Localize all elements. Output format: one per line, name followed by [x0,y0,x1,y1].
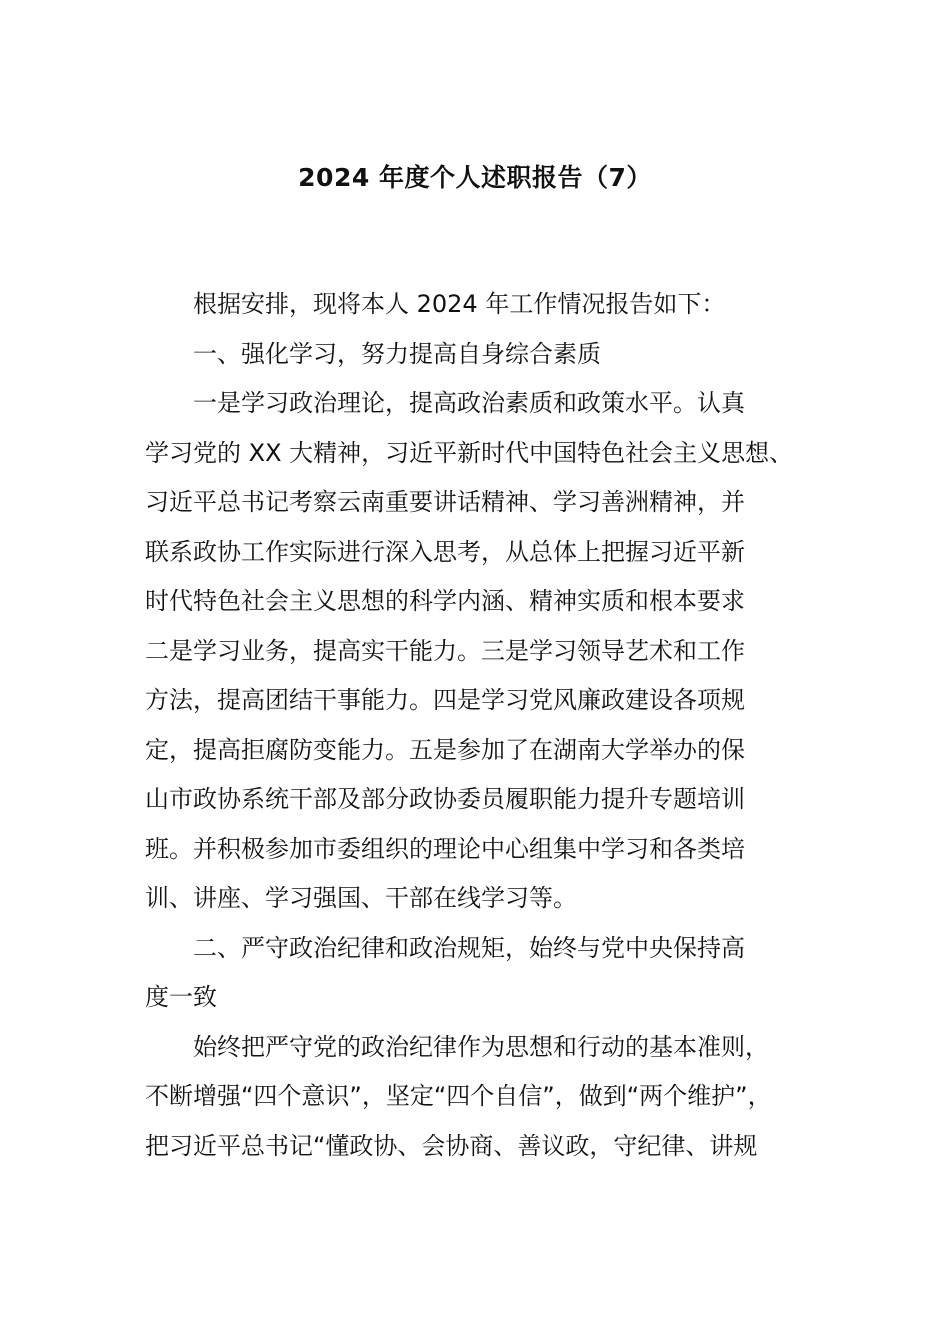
document-body [145,280,835,1171]
paragraph-line: 二是学习业务，提高实干能力。三是学习领导艺术和工作 [145,636,745,665]
paragraph-intro: 根据安排，现将本人 2024 年工作情况报告如下： [193,290,726,318]
section-heading-1: 一、强化学习，努力提高自身综合素质 [193,339,601,368]
document-title: 2024 年度个人述职报告（7） [298,163,652,192]
paragraph-line: 习近平总书记考察云南重要讲话精神、学习善洲精神，并 [145,488,745,516]
section-heading-2: 二、严守政治纪律和政治规矩，始终与党中央保持高 [193,933,745,962]
paragraph-line: 联系政协工作实际进行深入思考，从总体上把握习近平新 [145,537,745,566]
paragraph-line: 学习党的 XX 大精神，习近平新时代中国特色社会主义思想、 [145,438,794,467]
paragraph-line: 山市政协系统干部及部分政协委员履职能力提升专题培训 [145,785,745,813]
paragraph-line: 定，提高拒腐防变能力。五是参加了在湖南大学举办的保 [145,735,745,764]
paragraph-line: 一是学习政治理论，提高政治素质和政策水平。认真 [193,389,745,417]
paragraph-line: 班。并积极参加市委组织的理论中心组集中学习和各类培 [145,834,745,863]
paragraph-line: 方法，提高团结干事能力。四是学习党风廉政建设各项规 [145,686,745,714]
paragraph-line: 不断增强“四个意识”，坚定“四个自信”，做到“两个维护”， [145,1082,772,1110]
paragraph-line: 训、讲座、学习强国、干部在线学习等。 [145,884,577,912]
section-heading-2-cont: 度一致 [145,983,217,1011]
paragraph-line: 时代特色社会主义思想的科学内涵、精神实质和根本要求 [145,587,745,615]
paragraph-line: 把习近平总书记“懂政协、会协商、善议政，守纪律、讲规 [145,1131,758,1160]
paragraph-line: 始终把严守党的政治纪律作为思想和行动的基本准则， [193,1032,769,1061]
